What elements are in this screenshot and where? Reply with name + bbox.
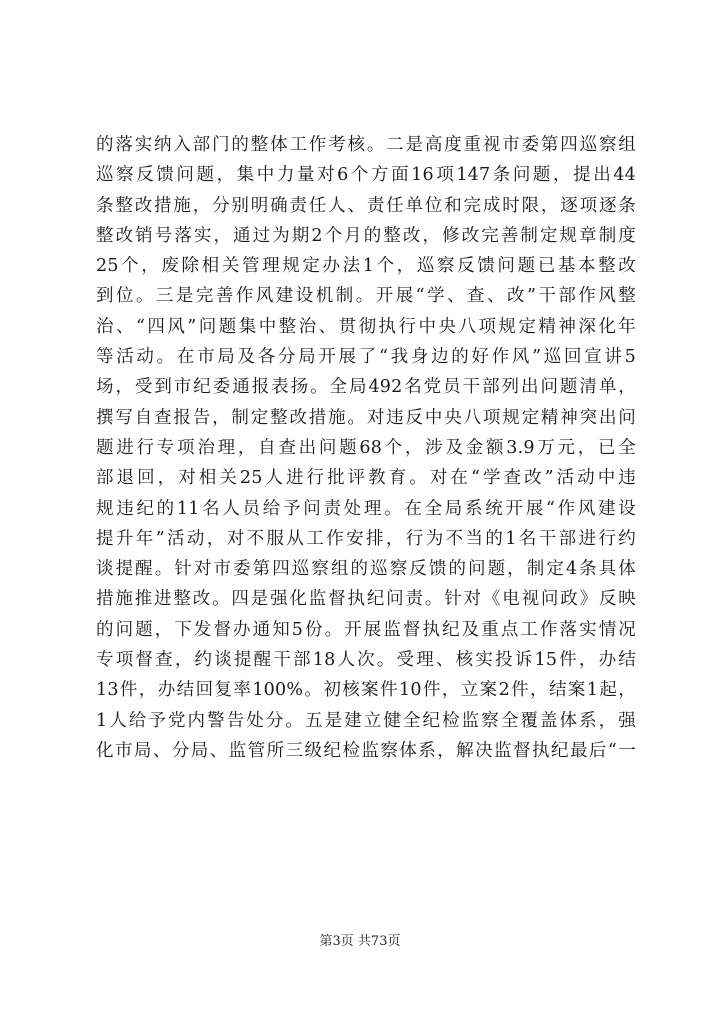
text-line: 提升年”活动，对不服从工作安排，行为不当的1名干部进行约 bbox=[96, 528, 636, 549]
text-line: 题进行专项治理，自查出问题68个，涉及金额3.9万元，已全 bbox=[96, 437, 636, 458]
text-line: 撰写自查报告，制定整改措施。对违反中央八项规定精神突出问 bbox=[96, 407, 636, 428]
text-line: 25个，废除相关管理规定办法1个，巡察反馈问题已基本整改 bbox=[96, 256, 636, 277]
text-line: 的问题，下发督办通知5份。开展监督执纪及重点工作落实情况 bbox=[96, 619, 636, 640]
text-line: 的落实纳入部门的整体工作考核。二是高度重视市委第四巡察组 bbox=[96, 135, 636, 155]
text-line: 整改销号落实，通过为期2个月的整改，修改完善制定规章制度 bbox=[96, 225, 636, 246]
text-line: 专项督查，约谈提醒干部18人次。受理、核实投诉15件，办结 bbox=[96, 650, 636, 671]
text-line: 条整改措施，分别明确责任人、责任单位和完成时限，逐项逐条 bbox=[96, 195, 636, 216]
text-line: 化市局、分局、监管所三级纪检监察体系，解决监督执纪最后“一 bbox=[96, 740, 636, 761]
text-line: 等活动。在市局及各分局开展了“我身边的好作风”巡回宣讲5 bbox=[96, 347, 636, 368]
body-text bbox=[96, 130, 636, 766]
page-footer bbox=[0, 930, 720, 949]
text-line: 规违纪的11名人员给予问责处理。在全局系统开展“作风建设 bbox=[96, 498, 636, 519]
text-line: 谈提醒。针对市委第四巡察组的巡察反馈的问题，制定4条具体 bbox=[96, 559, 636, 580]
page-number-label: 第3页 共73页 bbox=[319, 934, 401, 949]
text-line: 1人给予党内警告处分。五是建立健全纪检监察全覆盖体系，强 bbox=[96, 710, 636, 731]
text-line: 13件，办结回复率100%。初核案件10件，立案2件，结案1起， bbox=[96, 680, 636, 701]
text-line: 到位。三是完善作风建设机制。开展“学、查、改”干部作风整 bbox=[96, 286, 636, 307]
text-line: 巡察反馈问题，集中力量对6个方面16项147条问题，提出44 bbox=[96, 165, 636, 186]
text-line: 部退回，对相关25人进行批评教育。对在“学查改”活动中违 bbox=[96, 468, 636, 489]
text-line: 措施推进整改。四是强化监督执纪问责。针对《电视问政》反映 bbox=[96, 589, 636, 610]
text-line: 治、“四风”问题集中整治、贯彻执行中央八项规定精神深化年 bbox=[96, 316, 636, 337]
text-line: 场，受到市纪委通报表扬。全局492名党员干部列出问题清单， bbox=[96, 377, 636, 398]
